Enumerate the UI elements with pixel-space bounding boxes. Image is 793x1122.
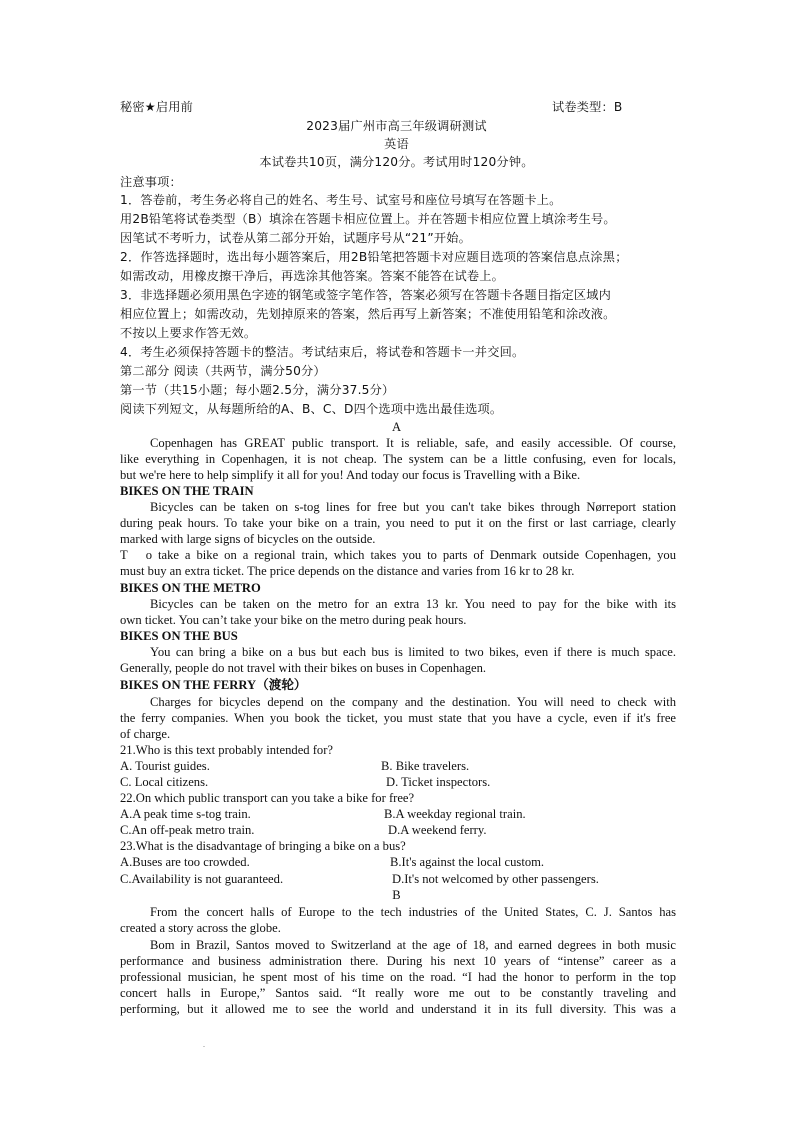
question-stem: 22.On which public transport can you take a bike for free? xyxy=(120,791,415,805)
passage-b-line: Bom in Brazil, Santos moved to Switzerland at the age of 18, and earned degrees in both music xyxy=(150,938,676,952)
option-b: B.A weekday regional train. xyxy=(384,807,526,821)
note-line: 不按以上要求作答无效。 xyxy=(120,326,257,340)
passage-b-line: created a story across the globe. xyxy=(120,921,281,935)
train-line: during peak hours. To take your bike on a train, you need to put it on the first or last carriage, clearly xyxy=(120,516,676,530)
train-line: Bicycles can be taken on s-tog lines for free but you can't take bikes through Nørreport station xyxy=(150,500,676,514)
note-line: 3．非选择题必须用黑色字迹的钢笔或签字笔作答，答案必须写在答题卡各题目指定区域内 xyxy=(120,288,612,302)
part2-heading: 第二部分 阅读（共两节，满分50分） xyxy=(120,364,326,378)
passage-a-intro-line: but we're here to help simplify it all for you! And today our focus is Travelling with a Bike. xyxy=(120,468,581,482)
option-c: C.Availability is not guaranteed. xyxy=(120,872,284,886)
option-d: D.A weekend ferry. xyxy=(388,823,487,837)
bus-heading: BIKES ON THE BUS xyxy=(120,629,238,643)
notes-heading: 注意事项： xyxy=(120,175,182,189)
exam-info: 本试卷共10页，满分120分。考试用时120分钟。 xyxy=(259,155,534,169)
ferry-line: Charges for bicycles depend on the company and the destination. You will need to check with xyxy=(150,695,676,709)
metro-heading: BIKES ON THE METRO xyxy=(120,581,261,595)
passage-a-intro-line: like everything in Copenhagen, it is not cheap. The system can be a little confusing, even for locals, xyxy=(120,452,676,466)
note-line: 用2B铅笔将试卷类型（B）填涂在答题卡相应位置上。并在答题卡相应位置上填涂考生号。 xyxy=(120,212,616,226)
reading-instruction: 阅读下列短文，从每题所给的A、B、C、D四个选项中选出最佳选项。 xyxy=(120,402,503,416)
option-b: B.It's against the local custom. xyxy=(390,855,545,869)
question-stem: 23.What is the disadvantage of bringing a bike on a bus? xyxy=(120,839,406,853)
passage-b-line: performing, but it allowed me to see the world and understand it in its full diversity. This was a xyxy=(120,1002,676,1016)
passage-b-label: B xyxy=(392,888,401,902)
exam-title: 2023届广州市高三年级调研测试 xyxy=(306,119,487,133)
note-line: 因笔试不考听力，试卷从第二部分开始，试题序号从“21”开始。 xyxy=(120,231,472,245)
note-line: 4．考生必须保持答题卡的整洁。考试结束后，将试卷和答题卡一并交回。 xyxy=(120,345,525,359)
option-a: A. Tourist guides. xyxy=(120,759,210,773)
subject-title: 英语 xyxy=(384,137,409,151)
metro-line: Bicycles can be taken on the metro for an extra 13 kr. You need to pay for the bike with its xyxy=(150,597,676,611)
ferry-line: of charge. xyxy=(120,727,171,741)
option-a: A.Buses are too crowded. xyxy=(120,855,250,869)
train-line: marked with large signs of bicycles on the outside. xyxy=(120,532,376,546)
note-line: 1．答卷前，考生务必将自己的姓名、考生号、试室号和座位号填写在答题卡上。 xyxy=(120,193,562,207)
ferry-heading: BIKES ON THE FERRY（渡轮） xyxy=(120,678,307,692)
train-line: T o take a bike on a regional train, which takes you to parts of Denmark outside Copenhagen, you xyxy=(120,548,676,562)
train-heading: BIKES ON THE TRAIN xyxy=(120,484,254,498)
passage-b-line: concert halls in Europe,” Santos said. “It really wore me out to be constantly traveling and xyxy=(120,986,676,1000)
metro-line: own ticket. You can’t take your bike on the metro during peak hours. xyxy=(120,613,467,627)
note-line: 2．作答选择题时，选出每小题答案后，用2B铅笔把答题卡对应题目选项的答案信息点涂黑； xyxy=(120,250,628,264)
question-stem: 21.Who is this text probably intended for? xyxy=(120,743,333,757)
section1-heading: 第一节（共15小题；每小题2.5分，满分37.5分） xyxy=(120,383,395,397)
train-line: must buy an extra ticket. The price depends on the distance and varies from 16 kr to 28 kr. xyxy=(120,564,575,578)
note-line: 相应位置上；如需改动，先划掉原来的答案，然后再写上新答案；不准使用铅笔和涂改液。 xyxy=(120,307,616,321)
option-a: A.A peak time s-tog train. xyxy=(120,807,251,821)
confidential-label: 秘密★启用前 xyxy=(120,100,194,114)
footer-mark: . xyxy=(203,1040,205,1049)
passage-b-line: From the concert halls of Europe to the tech industries of the United States, C. J. Santos has xyxy=(150,905,676,919)
bus-line: Generally, people do not travel with their bikes on buses in Copenhagen. xyxy=(120,661,487,675)
bus-line: You can bring a bike on a bus but each bus is limited to two bikes, even if there is much space. xyxy=(150,645,676,659)
option-b: B. Bike travelers. xyxy=(381,759,470,773)
option-c: C. Local citizens. xyxy=(120,775,209,789)
passage-a-label: A xyxy=(391,420,402,434)
passage-b-line: performance and business administration there. During his next 10 years of “intense” career as a xyxy=(120,954,676,968)
passage-b-line: professional musician, he spent most of his time on the road. “I had the honor to perform in the top xyxy=(120,970,676,984)
passage-a-intro-line: Copenhagen has GREAT public transport. It is reliable, safe, and easily accessible. Of course, xyxy=(150,436,676,450)
paper-type-label: 试卷类型：B xyxy=(552,100,623,114)
option-d: D.It's not welcomed by other passengers. xyxy=(392,872,599,886)
note-line: 如需改动，用橡皮擦干净后，再选涂其他答案。答案不能答在试卷上。 xyxy=(120,269,505,283)
option-d: D. Ticket inspectors. xyxy=(386,775,491,789)
ferry-line: the ferry companies. When you book the ticket, you must state that you have a cycle, even if it's free xyxy=(120,711,676,725)
option-c: C.An off-peak metro train. xyxy=(120,823,255,837)
